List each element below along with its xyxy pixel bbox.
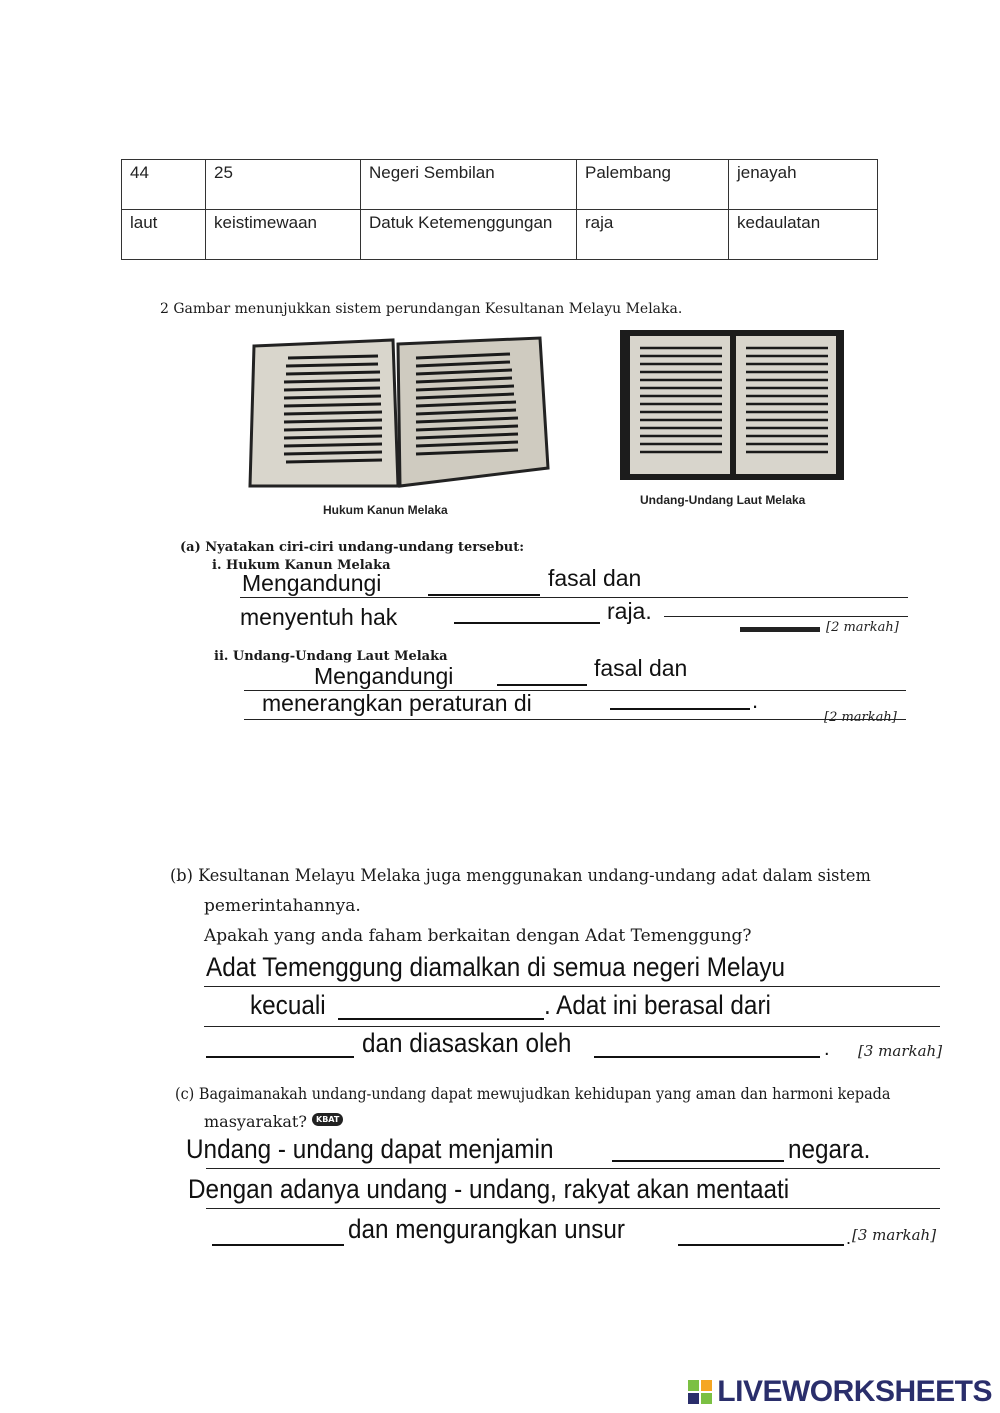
part-c-line1-post: negara.: [788, 1134, 871, 1164]
part-b-line3-end: .: [824, 1038, 830, 1060]
kbat-badge: KBAT: [312, 1113, 343, 1126]
item-ii-line2-pre: menerangkan peraturan di: [262, 690, 532, 716]
undang-laut-book-image: [618, 326, 848, 486]
item-i-line2-post: raja.: [607, 598, 652, 624]
question-2-stem: 2 Gambar menunjukkan sistem perundangan Kesultanan Melayu Melaka.: [160, 301, 683, 317]
word-bank-cell: kedaulatan: [729, 210, 878, 260]
word-bank-cell: 44: [122, 160, 206, 210]
item-i-line1-post: fasal dan: [548, 565, 642, 591]
answer-blank[interactable]: [428, 574, 540, 594]
part-b-line2-post: . Adat ini berasal dari: [544, 990, 771, 1020]
answer-blank[interactable]: [610, 690, 750, 708]
part-c-line1-pre: Undang - undang dapat menjamin: [186, 1134, 554, 1164]
word-bank-row: [122, 160, 878, 210]
answer-underline: [338, 1018, 544, 1020]
liveworksheets-logo-text: LIVEWORKSHEETS: [717, 1375, 992, 1408]
answer-rule: [206, 1208, 940, 1209]
item-ii-label: ii. Undang-Undang Laut Melaka: [214, 649, 448, 664]
part-a-prompt: (a) Nyatakan ciri-ciri undang-undang tersebut:: [180, 540, 525, 555]
answer-blank[interactable]: [212, 1222, 344, 1244]
answer-underline: [610, 708, 750, 710]
answer-blank[interactable]: [206, 1034, 354, 1056]
answer-blank[interactable]: [497, 664, 587, 684]
answer-rule: [244, 719, 906, 720]
part-b-line3-post: dan diasaskan oleh: [362, 1028, 572, 1058]
part-c-prompt-2: masyarakat?: [204, 1112, 307, 1131]
answer-blank[interactable]: [678, 1222, 844, 1244]
word-bank-cell: laut: [122, 210, 206, 260]
answer-rule: [240, 597, 908, 598]
marks-label: [3 markah]: [858, 1042, 943, 1060]
item-ii-line1-post: fasal dan: [594, 655, 688, 681]
answer-rule: [206, 1168, 940, 1169]
liveworksheets-logo-icon: [687, 1379, 713, 1405]
word-bank-cell: Negeri Sembilan: [361, 160, 577, 210]
item-i-label: i. Hukum Kanun Melaka: [212, 558, 391, 573]
part-b-line1: Adat Temenggung diamalkan di semua negeri Melayu: [206, 952, 786, 982]
item-i-line1-pre: Mengandungi: [242, 570, 382, 596]
part-c-line3-end: .: [846, 1228, 852, 1248]
part-c-prompt-1: (c) Bagaimanakah undang-undang dapat mewujudkan kehidupan yang aman dan harmoni kepada: [175, 1084, 891, 1103]
answer-underline: [678, 1244, 844, 1246]
answer-underline: [454, 622, 600, 624]
word-bank-table: [121, 159, 878, 260]
answer-blank[interactable]: [338, 996, 544, 1018]
answer-underline: [428, 594, 540, 596]
marks-label: [3 markah]: [852, 1226, 937, 1244]
image-caption: Undang-Undang Laut Melaka: [640, 493, 806, 507]
hukum-kanun-book-image: [248, 336, 553, 494]
marks-label: [2 markah]: [824, 710, 897, 725]
part-b-prompt-2: pemerintahannya.: [204, 896, 361, 916]
word-bank-cell: Palembang: [577, 160, 729, 210]
answer-rule: [204, 986, 940, 987]
answer-underline: [594, 1056, 820, 1058]
answer-underline: [206, 1056, 354, 1058]
answer-blank[interactable]: [612, 1138, 784, 1160]
part-c-line3-post: dan mengurangkan unsur: [348, 1214, 625, 1244]
answer-rule: [204, 1026, 940, 1027]
word-bank-cell: 25: [206, 160, 361, 210]
smudge-mark: [740, 627, 820, 632]
item-i-line2-pre: menyentuh hak: [240, 604, 398, 630]
item-ii-line1-pre: Mengandungi: [314, 663, 454, 689]
marks-label: [2 markah]: [826, 620, 899, 635]
word-bank-cell: jenayah: [729, 160, 878, 210]
part-b-line2-pre: kecuali: [250, 990, 326, 1020]
word-bank-cell: Datuk Ketemenggungan: [361, 210, 577, 260]
part-b-question: Apakah yang anda faham berkaitan dengan Adat Temenggung?: [204, 926, 752, 946]
image-caption: Hukum Kanun Melaka: [323, 503, 448, 517]
word-bank-cell: raja: [577, 210, 729, 260]
answer-underline: [612, 1160, 784, 1162]
item-ii-line2-post: .: [752, 688, 759, 713]
answer-blank[interactable]: [454, 602, 600, 622]
answer-rule: [664, 616, 908, 617]
word-bank-cell: keistimewaan: [206, 210, 361, 260]
answer-underline: [497, 684, 587, 686]
part-c-line2: Dengan adanya undang - undang, rakyat akan mentaati: [188, 1174, 790, 1204]
part-b-prompt-1: (b) Kesultanan Melayu Melaka juga menggunakan undang-undang adat dalam sistem: [170, 866, 871, 886]
word-bank-row: [122, 210, 878, 260]
answer-blank[interactable]: [594, 1034, 820, 1056]
liveworksheets-logo: [687, 1375, 992, 1409]
answer-underline: [212, 1244, 344, 1246]
